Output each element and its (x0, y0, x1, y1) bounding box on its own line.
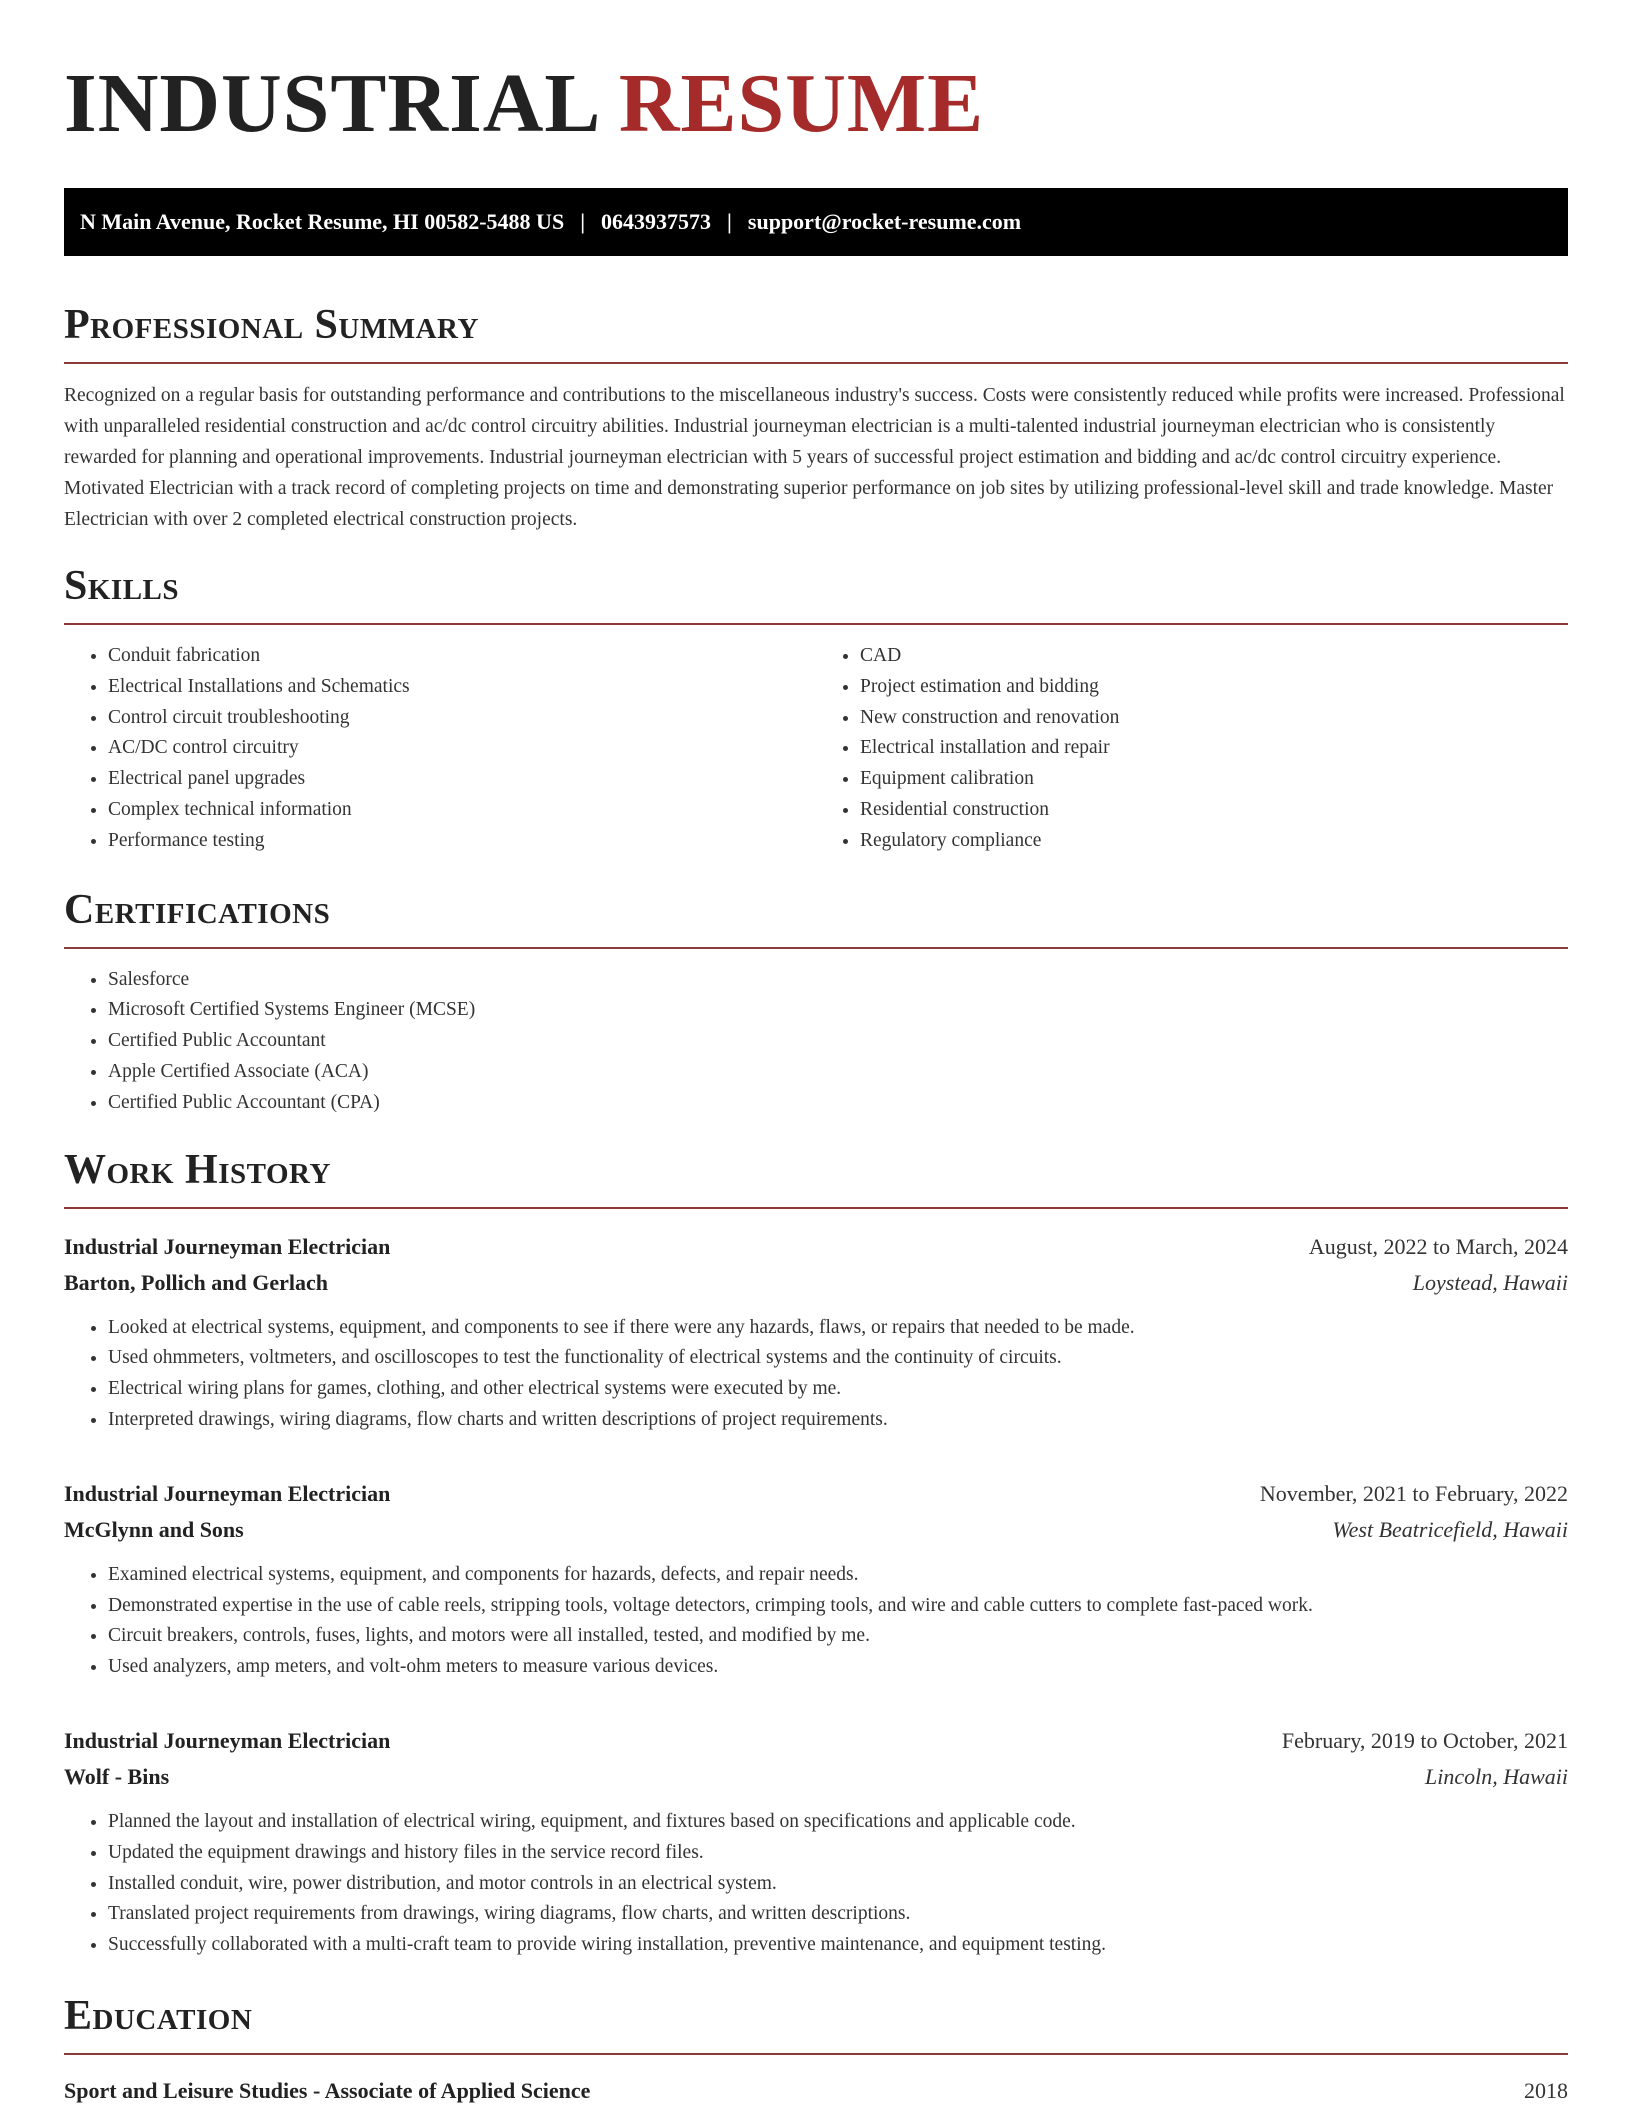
job-duty: • Interpreted drawings, wiring diagrams, flow charts and written descriptions of project requirements. (108, 1405, 1568, 1436)
job-company: McGlynn and Sons (64, 1516, 244, 1542)
certification-item: • Salesforce (108, 965, 1568, 996)
job-duty: • Examined electrical systems, equipment, and components for hazards, defects, and repair needs. (108, 1560, 1568, 1591)
skill-item: • Electrical installation and repair (860, 733, 1568, 764)
contact-address: N Main Avenue, Rocket Resume, HI 00582-5488 US (80, 209, 565, 234)
job-duty: • Installed conduit, wire, power distribution, and motor controls in an electrical system. (108, 1869, 1568, 1900)
certification-item: • Certified Public Accountant (CPA) (108, 1088, 1568, 1119)
skill-item: • New construction and renovation (860, 703, 1568, 734)
education-heading: Education (64, 1992, 253, 2039)
section-divider (64, 947, 1568, 949)
section-divider (64, 2053, 1568, 2055)
section-divider (64, 1207, 1568, 1209)
job-duty: • Demonstrated expertise in the use of cable reels, stripping tools, voltage detectors, crimping tools, and wire and cable cutters to complete fast-paced work. (108, 1591, 1568, 1622)
title-accent: RESUME (618, 57, 985, 150)
job-duty: • Translated project requirements from drawings, wiring diagrams, flow charts, and written descriptions. (108, 1899, 1568, 1930)
education-degree: Sport and Leisure Studies - Associate of Applied Science (64, 2077, 591, 2103)
job-dates: November, 2021 to February, 2022 (1259, 1480, 1568, 1506)
job-duties (64, 1560, 1568, 1683)
contact-email: support@rocket-resume.com (747, 209, 1022, 234)
certification-item: • Apple Certified Associate (ACA) (108, 1057, 1568, 1088)
job-title: Industrial Journeyman Electrician (64, 1233, 391, 1259)
title-main: INDUSTRIAL (64, 57, 597, 150)
skills-heading: Skills (64, 563, 180, 609)
job-duty: • Used analyzers, amp meters, and volt-ohm meters to measure various devices. (108, 1652, 1568, 1683)
skill-item: • Performance testing (108, 826, 816, 857)
job-dates: February, 2019 to October, 2021 (1281, 1727, 1568, 1753)
contact-bar (64, 188, 1568, 256)
work-history-heading: Work History (64, 1146, 331, 1193)
certifications-list (64, 965, 1568, 1119)
job-duty: • Used ohmmeters, voltmeters, and oscilloscopes to test the functionality of electrical systems and the continuity of circuits. (108, 1343, 1568, 1374)
job-title: Industrial Journeyman Electrician (64, 1480, 391, 1506)
skill-item: • Equipment calibration (860, 764, 1568, 795)
job-duty: • Updated the equipment drawings and history files in the service record files. (108, 1838, 1568, 1869)
job-duty: • Looked at electrical systems, equipment, and components to see if there were any hazards, flaws, or repairs that needed to be made. (108, 1313, 1568, 1344)
job-dates: August, 2022 to March, 2024 (1308, 1233, 1568, 1259)
job-location: Lincoln, Hawaii (1424, 1763, 1568, 1789)
job-duty: • Planned the layout and installation of electrical wiring, equipment, and fixtures based on specifications and applicable code. (108, 1807, 1568, 1838)
job-title: Industrial Journeyman Electrician (64, 1727, 391, 1753)
job-duties (64, 1807, 1568, 1961)
job-entry (64, 1476, 1568, 1683)
contact-phone: 0643937573 (601, 209, 712, 234)
skill-item: • Electrical Installations and Schematics (108, 672, 816, 703)
summary-heading: Professional Summary (64, 302, 479, 348)
skill-item: • Control circuit troubleshooting (108, 703, 816, 734)
skills-list-right (816, 641, 1568, 857)
job-duty: • Circuit breakers, controls, fuses, lights, and motors were all installed, tested, and modified by me. (108, 1621, 1568, 1652)
skill-item: • Complex technical information (108, 795, 816, 826)
job-company: Barton, Pollich and Gerlach (64, 1269, 328, 1295)
skills-list-left (64, 641, 816, 857)
contact-separator: | (580, 209, 586, 234)
skill-item: • Conduit fabrication (108, 641, 816, 672)
skills-grid (64, 625, 1568, 857)
skill-item: • AC/DC control circuitry (108, 733, 816, 764)
job-location: West Beatricefield, Hawaii (1332, 1516, 1568, 1542)
job-duties (64, 1313, 1568, 1436)
education-entry (64, 2073, 1568, 2109)
skill-item: • Electrical panel upgrades (108, 764, 816, 795)
skill-item: • Regulatory compliance (860, 826, 1568, 857)
contact-separator: | (727, 209, 732, 234)
certification-item: • Microsoft Certified Systems Engineer (MCSE) (108, 995, 1568, 1026)
job-company: Wolf - Bins (64, 1763, 170, 1789)
job-entry (64, 1229, 1568, 1436)
job-duty: • Successfully collaborated with a multi-craft team to provide wiring installation, preventive maintenance, and equipment testing. (108, 1930, 1568, 1961)
job-entry (64, 1723, 1568, 1961)
section-divider (64, 362, 1568, 364)
resume-title (64, 0, 1568, 152)
job-duty: • Electrical wiring plans for games, clothing, and other electrical systems were executed by me. (108, 1374, 1568, 1405)
skill-item: • CAD (860, 641, 1568, 672)
education-year: 2018 (1524, 2077, 1568, 2103)
skill-item: • Project estimation and bidding (860, 672, 1568, 703)
skill-item: • Residential construction (860, 795, 1568, 826)
summary-text: Recognized on a regular basis for outstanding performance and contributions to the miscellaneous industry's success. Costs were consistently reduced while profits were increased. Professional with unparalleled residential construction and ac/dc control circuitry abilities. Industrial journeyman electrician is a multi-talented industrial journeyman electrician who is consistently rewarded for planning and operational improvements. Industrial journeyman electrician with 5 years of successful project estimation and bidding and ac/dc control circuitry experience. Motivated Electrician with a track record of completing projects on time and demonstrating superior performance on job sites by utilizing professional-level skill and trade knowledge. Master Electrician with over 2 completed electrical construction projects. (64, 385, 1565, 530)
job-location: Loystead, Hawaii (1412, 1269, 1568, 1295)
certifications-heading: Certifications (64, 886, 331, 933)
certification-item: • Certified Public Accountant (108, 1026, 1568, 1057)
